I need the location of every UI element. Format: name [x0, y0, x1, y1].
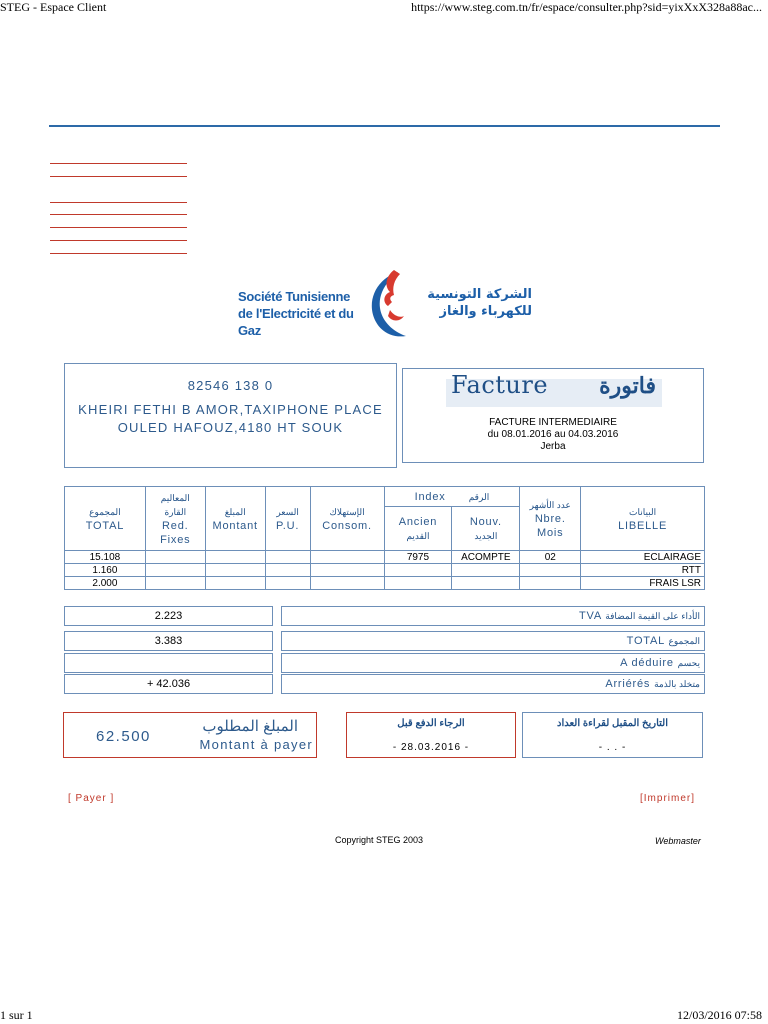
company-name-fr-line2: de l'Electricité et du Gaz — [238, 306, 354, 338]
menu-line — [50, 163, 187, 164]
company-name-ar-line2: للكهرباء والغاز — [439, 304, 532, 319]
header-amount: المبلغ Montant — [205, 487, 265, 551]
pay-link[interactable]: [ Payer ] — [68, 793, 115, 804]
menu-line — [50, 253, 187, 254]
print-datetime: 12/03/2016 07:58 — [676, 1008, 762, 1022]
client-reference: 82546 138 0 — [187, 378, 274, 393]
amount-due-box — [63, 712, 317, 758]
menu-line — [50, 240, 187, 241]
header-old-index: Ancien القديم — [384, 507, 452, 551]
consumption-table — [64, 486, 705, 590]
company-name-ar — [412, 286, 532, 320]
header-price: السعر P.U. — [265, 487, 310, 551]
amount-due-label-fr: Montant à payer — [199, 737, 313, 752]
header-total: المجموع TOTAL — [65, 487, 146, 551]
header-new-index: Nouv. الجديد — [452, 507, 520, 551]
header-months: عدد الأشهر Nbre. Mois — [520, 487, 581, 551]
menu-line — [50, 227, 187, 228]
table-header-row — [65, 487, 705, 507]
invoice-type: FACTURE INTERMEDIAIRE — [489, 417, 617, 428]
due-date-box — [346, 712, 516, 758]
print-header-url: https://www.steg.com.tn/fr/espace/consulter.php?sid=yixXxX328a88ac... — [411, 0, 762, 14]
menu-line — [50, 202, 187, 203]
table-row: 1.160 RTT — [65, 564, 705, 577]
arrears-label: Arriérés متخلد بالذمة — [281, 674, 705, 694]
header-fixed: المعاليم القارة Red. Fixes — [145, 487, 205, 551]
amount-due-label-ar: المبلغ المطلوب — [202, 718, 298, 735]
company-name-ar-line1: الشركة التونسية — [427, 287, 532, 302]
next-reading-date: - . . - — [598, 742, 627, 753]
header-label: البيانات LIBELLE — [581, 487, 705, 551]
total-label: TOTAL المجموع — [281, 631, 705, 651]
total-value: 3.383 — [64, 631, 273, 651]
invoice-title — [446, 371, 662, 407]
invoice-district: Jerba — [540, 441, 566, 452]
menu-line — [50, 214, 187, 215]
due-date: - 28.03.2016 - — [392, 742, 470, 753]
client-name-line1: KHEIRI FETHI B AMOR,TAXIPHONE PLACE — [78, 402, 383, 417]
tva-label: TVA الأداء على القيمة المضافة — [281, 606, 705, 626]
client-info-box — [64, 363, 397, 468]
deduction-label: A déduire يحسم — [281, 653, 705, 673]
steg-logo-icon — [364, 266, 410, 340]
invoice-box — [402, 368, 704, 463]
company-name-fr — [238, 288, 358, 339]
invoice-title-ar: فاتورة — [599, 373, 656, 398]
print-header-title: STEG - Espace Client — [0, 0, 107, 14]
table-row: 2.000 FRAIS LSR — [65, 577, 705, 590]
copyright: Copyright STEG 2003 — [335, 835, 424, 845]
invoice-title-fr: Facture — [451, 371, 549, 399]
arrears-value: + 42.036 — [64, 674, 273, 694]
due-date-label: الرجاء الدفع قبل — [397, 718, 465, 729]
webmaster-link[interactable]: Webmaster — [655, 836, 701, 846]
header-divider — [49, 125, 720, 127]
invoice-period: du 08.01.2016 au 04.03.2016 — [487, 429, 619, 440]
print-link[interactable]: [Imprimer] — [640, 793, 695, 804]
print-page-number: 1 sur 1 — [0, 1008, 33, 1022]
table-row: 15.108 7975 ACOMPTE 02 ECLAIRAGE — [65, 551, 705, 564]
deduction-value — [64, 653, 273, 673]
tva-value: 2.223 — [64, 606, 273, 626]
company-name-fr-line1: Société Tunisienne — [238, 289, 351, 304]
next-reading-label: التاريخ المقبل لقراءة العداد — [556, 718, 669, 729]
amount-due: 62.500 — [96, 728, 151, 745]
client-name-line2: OULED HAFOUZ,4180 HT SOUK — [117, 420, 344, 435]
menu-line — [50, 176, 187, 177]
header-consumption: الإستهلاك Consom. — [310, 487, 384, 551]
header-index: Index الرقم — [384, 487, 520, 507]
next-reading-box — [522, 712, 703, 758]
